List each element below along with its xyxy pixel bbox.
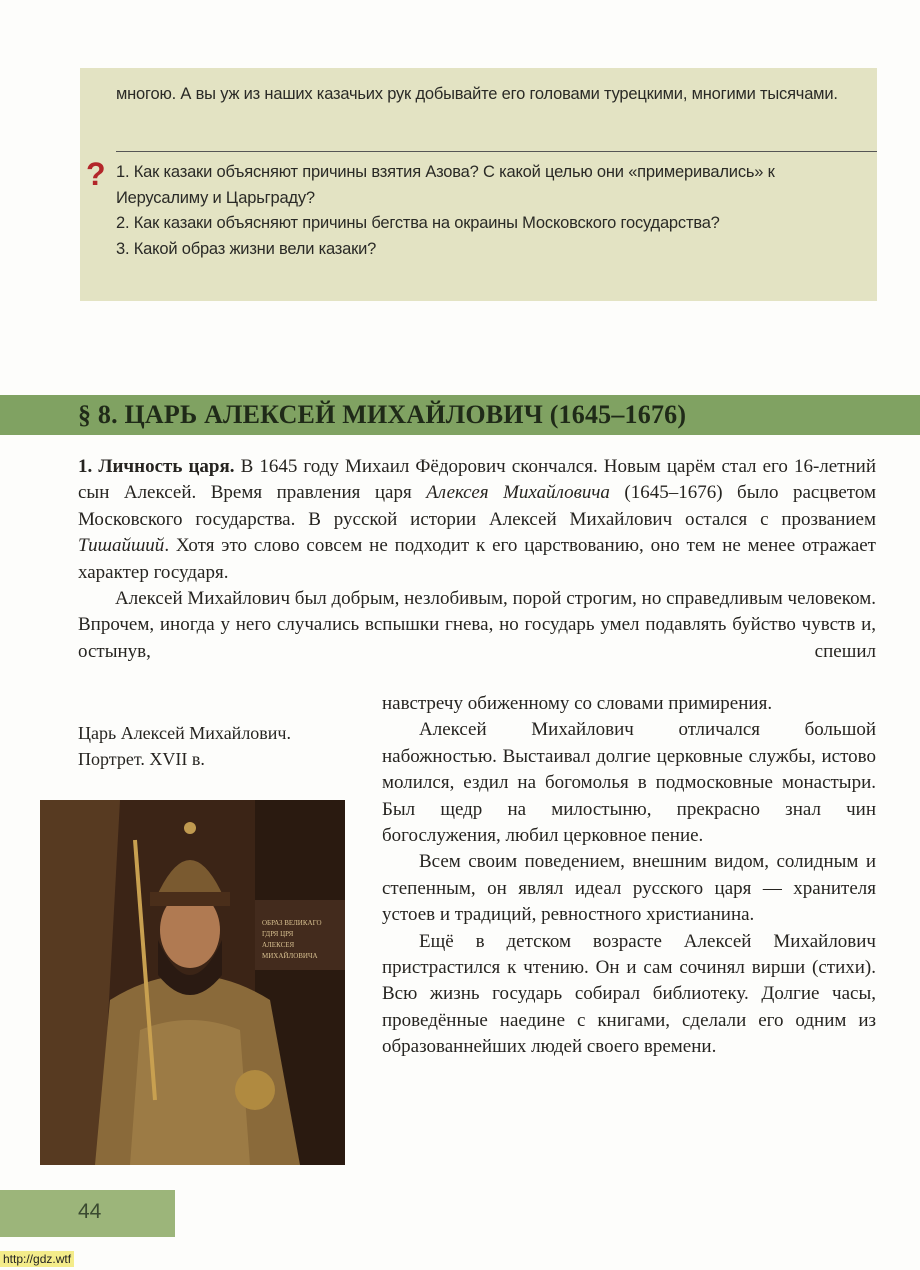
- portrait-inscription: ОБРАЗ ВЕЛИКАГО: [262, 919, 322, 927]
- paragraph-3: Алексей Михайлович отличался большой набожностью. Выстаивал долгие церковные службы, истово молился, ездил на богомолья в подмосковные монастыри. Был щедр на милостыню, прекрасно знал чин богослужения, любил церковное пение.: [382, 719, 876, 847]
- paragraph-1: [78, 454, 876, 586]
- caption-line: Портрет. XVII в.: [78, 749, 205, 769]
- figure-caption: [78, 720, 291, 772]
- watermark: http://gdz.wtf: [0, 1251, 74, 1267]
- paragraph-4: Всем своим поведением, внешним видом, солидным и степенным, он являл идеал русского царя — хранителя устоев и традиций, ревностного христианина.: [382, 851, 876, 926]
- portrait-inscription: МИХАЙЛОВИЧА: [262, 952, 318, 960]
- caption-line: Царь Алексей Михайлович.: [78, 723, 291, 743]
- paragraph-2: Алексей Михайлович был добрым, незлобивым, порой строгим, но справедливым человеком. Впрочем, иногда у него случались вспышки гнева, но государь умел подавлять буйство чувств и, остынув, спешил: [78, 588, 876, 662]
- portrait-image: [40, 800, 345, 1165]
- emphasis: Тишайший: [78, 535, 165, 557]
- paragraph-2-end: навстречу обиженному со словами примирения.: [382, 693, 773, 714]
- text: В 1645 году Михаил Фёдорович скончался. Новым царём стал его 16-летний сын Алексей. Время правления царя: [78, 456, 876, 504]
- body-text-full: [78, 454, 876, 665]
- paragraph-5: Ещё в детском возрасте Алексей Михайлович пристрастился к чтению. Он и сам сочинял вирши (стихи). Всю жизнь государь собирал библиотеку. Долгие часы, проведённые наедине с книгами, сделали его одним из образованнейших людей своего времени.: [382, 930, 876, 1058]
- section-header: [0, 395, 920, 435]
- portrait-inscription: АЛЕКСЕЯ: [262, 941, 295, 949]
- emphasis: Алексея Михайловича: [426, 482, 610, 504]
- question-item: 1. Как казаки объясняют причины взятия Азова? С какой целью они «примеривались» к Иерусалиму и Царьграду?: [116, 163, 775, 207]
- source-quote: многою. А вы уж из наших казачьих рук добывайте его головами турецкими, многими тысячами.: [116, 85, 838, 103]
- text: . Хотя это слово совсем не подходит к его царствованию, оно тем не менее отражает характер государя.: [78, 535, 876, 583]
- questions-list: [116, 160, 866, 262]
- page-number: 44: [78, 1200, 102, 1223]
- section-title: § 8. ЦАРЬ АЛЕКСЕЙ МИХАЙЛОВИЧ (1645–1676): [78, 400, 687, 429]
- question-item: 3. Какой образ жизни вели казаки?: [116, 239, 377, 258]
- page-number-tab: [0, 1190, 175, 1237]
- portrait-inscription: ГДРЯ ЦРЯ: [262, 930, 294, 938]
- body-text-column: [382, 691, 876, 1061]
- question-mark-icon: ?: [86, 156, 106, 192]
- portrait-drawing: [40, 800, 345, 1165]
- subheading: 1. Личность царя.: [78, 456, 235, 477]
- question-item: 2. Как казаки объясняют причины бегства на окраины Московского государства?: [116, 214, 720, 232]
- text: (1645–1676) было расцветом Московского государства. В русской истории Алексей Михайлович остался с прозванием: [78, 482, 876, 530]
- source-box: [80, 68, 877, 301]
- divider: [116, 151, 877, 152]
